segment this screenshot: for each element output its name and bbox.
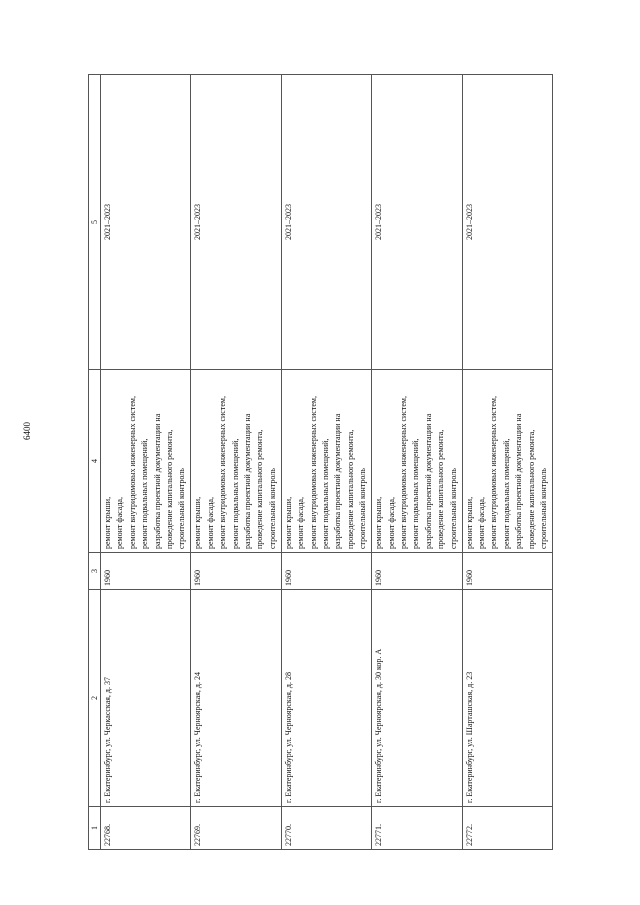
row-number: 22770. [281, 807, 371, 850]
row-number: 22768. [101, 807, 191, 850]
work-item: строительный контроль [448, 468, 458, 549]
table-row [101, 75, 191, 850]
works-cell [191, 370, 281, 553]
work-item: ремонт фасада, [476, 497, 486, 549]
table-row [191, 75, 281, 850]
work-item: строительный контроль [267, 468, 277, 549]
capital-repair-table [88, 74, 553, 850]
works-cell [101, 370, 191, 553]
work-item: проведение капитального ремонта, [345, 429, 355, 549]
column-number: 4 [89, 370, 101, 553]
work-item: ремонт крыши, [464, 496, 474, 549]
work-item: ремонт крыши, [193, 496, 203, 549]
address-cell: г. Екатеринбург, ул. Черкасская, д. 37 [101, 590, 191, 807]
work-item: разработка проектной документации на [152, 413, 162, 549]
address-cell: г. Екатеринбург, ул. Черноярская, д. 24 [191, 590, 281, 807]
period-cell: 2021–2023 [372, 75, 462, 370]
work-item: ремонт подвальных помещений, [501, 438, 511, 549]
year-cell: 1960 [101, 553, 191, 590]
row-number: 22769. [191, 807, 281, 850]
address-cell: г. Екатеринбург, ул. Черноярская, д. 28 [281, 590, 371, 807]
period-cell: 2021–2023 [462, 75, 552, 370]
work-item: ремонт подвальных помещений, [230, 438, 240, 549]
period-cell: 2021–2023 [191, 75, 281, 370]
work-item: разработка проектной документации на [514, 413, 524, 549]
work-item: ремонт фасада, [205, 497, 215, 549]
work-item: ремонт внутридомовых инженерных систем, [218, 396, 228, 549]
work-item: строительный контроль [538, 468, 548, 549]
year-cell: 1960 [462, 553, 552, 590]
address-cell: г. Екатеринбург, ул. Черноярская, д. 30 кор. А [372, 590, 462, 807]
work-item: разработка проектной документации на [423, 413, 433, 549]
work-item: проведение капитального ремонта, [255, 429, 265, 549]
row-number: 22772. [462, 807, 552, 850]
table-row [372, 75, 462, 850]
work-item: разработка проектной документации на [242, 413, 252, 549]
work-item: ремонт крыши, [103, 496, 112, 549]
work-item: ремонт внутридомовых инженерных систем, [127, 396, 137, 549]
work-item: ремонт фасада, [115, 497, 125, 549]
work-item: строительный контроль [177, 468, 187, 549]
works-cell [372, 370, 462, 553]
work-item: ремонт подвальных помещений, [411, 438, 421, 549]
column-number: 3 [89, 553, 101, 590]
year-cell: 1960 [191, 553, 281, 590]
work-item: разработка проектной документации на [333, 413, 343, 549]
work-item: ремонт подвальных помещений, [140, 438, 150, 549]
page-number: 6400 [22, 422, 32, 440]
work-item: ремонт крыши, [283, 496, 293, 549]
work-item: ремонт крыши, [374, 496, 384, 549]
column-number: 5 [89, 75, 101, 370]
works-cell [281, 370, 371, 553]
rotated-table-wrapper [88, 80, 553, 850]
work-item: ремонт внутридомовых инженерных систем, [398, 396, 408, 549]
period-cell: 2021–2023 [281, 75, 371, 370]
year-cell: 1960 [281, 553, 371, 590]
work-item: проведение капитального ремонта, [436, 429, 446, 549]
work-item: ремонт внутридомовых инженерных систем, [489, 396, 499, 549]
row-number: 22771. [372, 807, 462, 850]
table-row [281, 75, 371, 850]
period-cell: 2021–2023 [101, 75, 191, 370]
year-cell: 1960 [372, 553, 462, 590]
work-item: проведение капитального ремонта, [526, 429, 536, 549]
work-item: проведение капитального ремонта, [164, 429, 174, 549]
column-number: 2 [89, 590, 101, 807]
address-cell: г. Екатеринбург, ул. Шарташская, д. 23 [462, 590, 552, 807]
work-item: ремонт фасада, [386, 497, 396, 549]
work-item: ремонт подвальных помещений, [320, 438, 330, 549]
work-item: ремонт внутридомовых инженерных систем, [308, 396, 318, 549]
works-cell [462, 370, 552, 553]
column-number-row [89, 75, 101, 850]
work-item: ремонт фасада, [296, 497, 306, 549]
work-item: строительный контроль [358, 468, 368, 549]
table-row [462, 75, 552, 850]
column-number: 1 [89, 807, 101, 850]
